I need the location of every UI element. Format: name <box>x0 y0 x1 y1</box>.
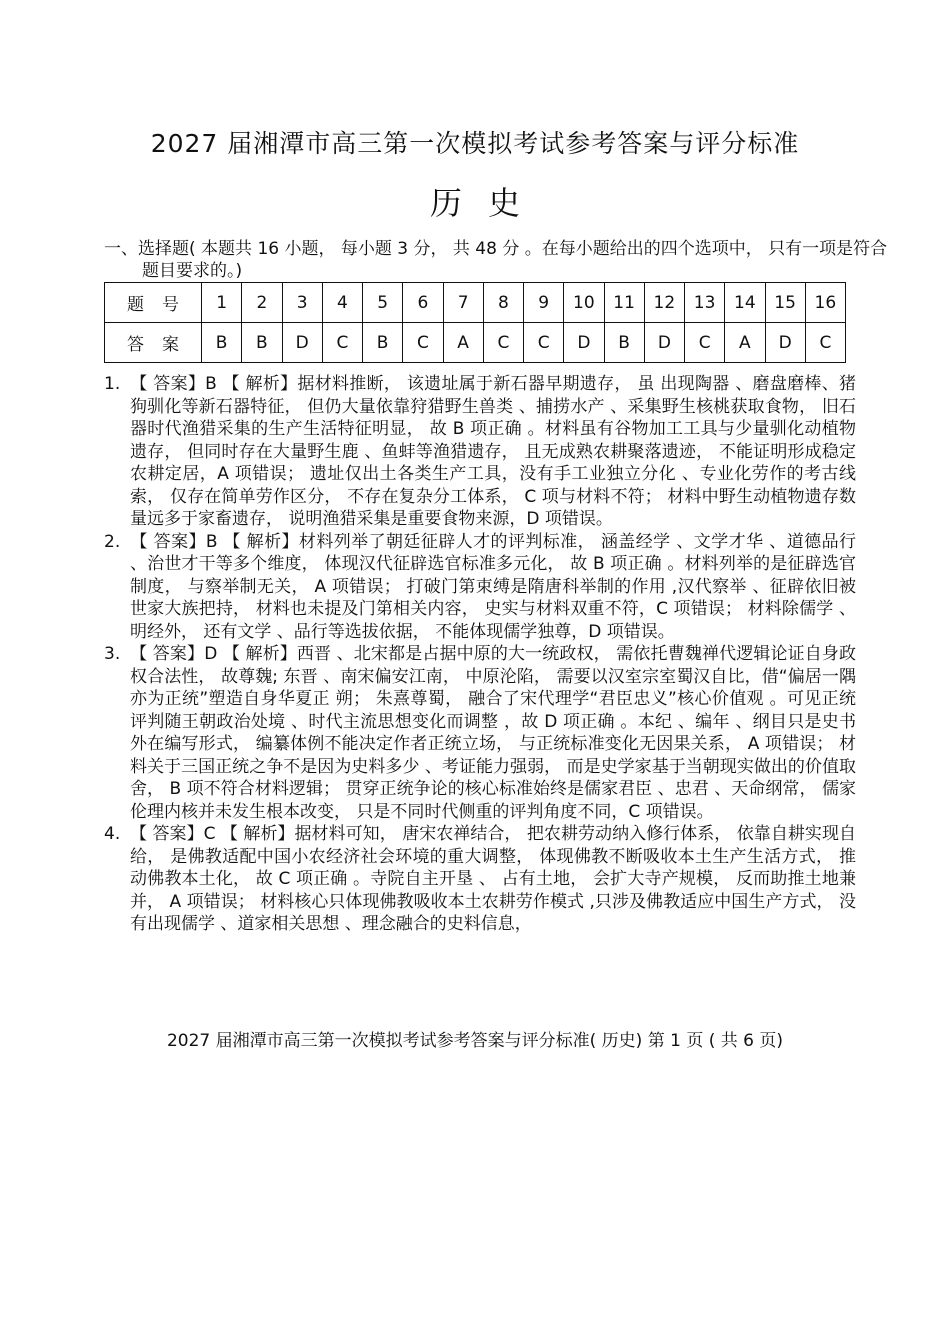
answer-row <box>105 323 846 363</box>
page-footer: 2027 届湘潭市高三第一次模拟考试参考答案与评分标准( 历史) 第 1 页 ( 共 6 页) <box>166 1031 784 1051</box>
explanation-item <box>104 531 856 644</box>
row-label-answer: 答案 <box>105 323 202 363</box>
question-number-cell: 4 <box>322 283 362 323</box>
answer-cell: B <box>604 323 644 363</box>
explanation-item <box>104 823 856 936</box>
item-text: 【 答案】C 【 解析】据材料可知， 唐宋农禅结合， 把农耕劳动纳入修行体系， 依靠自耕实现自给， 是佛教适配中国小农经济社会环境的重大调整， 体现佛教不断吸收本土生产生活方式， 推动佛教本土化， 故 C 项正确 。寺院自主开垦 、 占有土地， 会扩大寺产规模， 反而助推土地兼并， A 项错误； 材料核心只体现佛教吸收本土农耕劳作模式 ,只涉及佛教适应中国生产方式， 没有出现儒学 、道家相关思想 、理念融合的史料信息， <box>130 824 856 934</box>
question-number-cell: 6 <box>403 283 443 323</box>
item-number: 2. <box>104 531 121 552</box>
answer-cell: C <box>322 323 362 363</box>
question-number-cell: 3 <box>282 283 322 323</box>
question-number-cell: 9 <box>524 283 564 323</box>
answer-cell: D <box>564 323 604 363</box>
question-number-row <box>105 283 846 323</box>
item-number: 3. <box>104 644 121 664</box>
explanation-list <box>104 373 856 936</box>
answer-cell: C <box>524 323 564 363</box>
question-number-cell: 7 <box>443 283 483 323</box>
question-number-cell: 15 <box>765 283 805 323</box>
question-number-cell: 14 <box>725 283 765 323</box>
explanation-item <box>104 373 856 531</box>
answer-cell: C <box>685 323 725 363</box>
answer-cell: B <box>363 323 403 363</box>
item-text: 【 答案】B 【 解析】据材料推断， 该遗址属于新石器早期遗存， 虽 出现陶器 、磨盘磨棒、猪狗驯化等新石器特征， 但仍大量依靠狩猎野生兽类 、捕捞水产 、采集野生核桃获取食物， 旧石器时代渔猎采集的生产生活特征明显， 故 B 项正确 。材料虽有谷物加工工具与少量驯化动植物遗存， 但同时存在大量野生鹿 、鱼蚌等渔猎遗存， 且无成熟农耕聚落遗迹， 不能证明形成稳定农耕定居，A 项错误； 遗址仅出土各类生产工具，没有手工业独立分化 、专业化劳作的考古线索， 仅存在简单劳作区分， 不存在复杂分工体系， C 项与材料不符； 材料中野生动植物遗存数量远多于家畜遗存， 说明渔猎采集是重要食物来源，D 项错误。 <box>130 374 856 529</box>
answer-cell: D <box>644 323 684 363</box>
item-number: 1. <box>104 374 121 394</box>
answer-cell: D <box>282 323 322 363</box>
answer-cell: C <box>805 323 845 363</box>
answer-cell: C <box>483 323 523 363</box>
question-number-cell: 8 <box>483 283 523 323</box>
section-heading: 一、选择题( 本题共 16 小题， 每小题 3 分， 共 48 分 。在每小题给出的四个选项中， 只有一项是符合题目要求的。) <box>104 239 888 281</box>
answer-cell: A <box>725 323 765 363</box>
question-number-cell: 16 <box>805 283 845 323</box>
item-text: 【 答案】B 【 解析】材料列举了朝廷征辟人才的评判标准， 涵盖经学 、文学才华 、道德品行 、治世才干等多个维度， 体现汉代征辟选官标准多元化， 故 B 项正确 。材料列举的是征辟选官制度， 与察举制无关， A 项错误； 打破门第束缚是隋唐科举制的作用 ,汉代察举 、征辟依旧被世家大族把持， 材料也未提及门第相关内容， 史实与材料双重不符，C 项错误； 材料除儒学 、明经外， 还有文学 、品行等选拔依据， 不能体现儒学独尊，D 项错误。 <box>130 531 856 642</box>
answer-cell: A <box>443 323 483 363</box>
item-text: 【 答案】D 【 解析】西晋 、北宋都是占据中原的大一统政权， 需依托曹魏禅代逻辑论证自身政权合法性， 故尊魏; 东晋 、南宋偏安江南， 中原沦陷， 需要以汉室宗室蜀汉自比，借“偏居一隅亦为正统”塑造自身华夏正 朔； 朱熹尊蜀， 融合了宋代理学“君臣忠义”核心价值观 。可见正统评判随王朝政治处境 、时代主流思想变化而调整 ，故 D 项正确 。本纪 、编年 、纲目只是史书外在编写形式， 编纂体例不能决定作者正统立场， 与正统标准变化无因果关系， A 项错误； 材料关于三国正统之争不是因为史料多少 、考证能力强弱， 而是史学家基于当朝现实做出的价值取舍， B 项不符合材料逻辑； 贯穿正统争论的核心标准始终是儒家君臣 、忠君 、天命纲常， 儒家伦理内核并未发生根本改变， 只是不同时代侧重的评判角度不同，C 项错误。 <box>130 644 856 822</box>
document-title: 2027 届湘潭市高三第一次模拟考试参考答案与评分标准 <box>150 129 800 158</box>
answer-table <box>104 282 846 363</box>
answer-cell: B <box>202 323 242 363</box>
question-number-cell: 2 <box>242 283 282 323</box>
question-number-cell: 1 <box>202 283 242 323</box>
question-number-cell: 13 <box>685 283 725 323</box>
question-number-cell: 5 <box>363 283 403 323</box>
question-number-cell: 11 <box>604 283 644 323</box>
question-number-cell: 12 <box>644 283 684 323</box>
answer-cell: C <box>403 323 443 363</box>
question-number-cell: 10 <box>564 283 604 323</box>
explanation-item <box>104 643 856 823</box>
subject-title: 历史 <box>429 184 546 222</box>
row-label-number: 题号 <box>105 283 202 323</box>
answer-cell: B <box>242 323 282 363</box>
answer-cell: D <box>765 323 805 363</box>
item-number: 4. <box>104 824 121 844</box>
